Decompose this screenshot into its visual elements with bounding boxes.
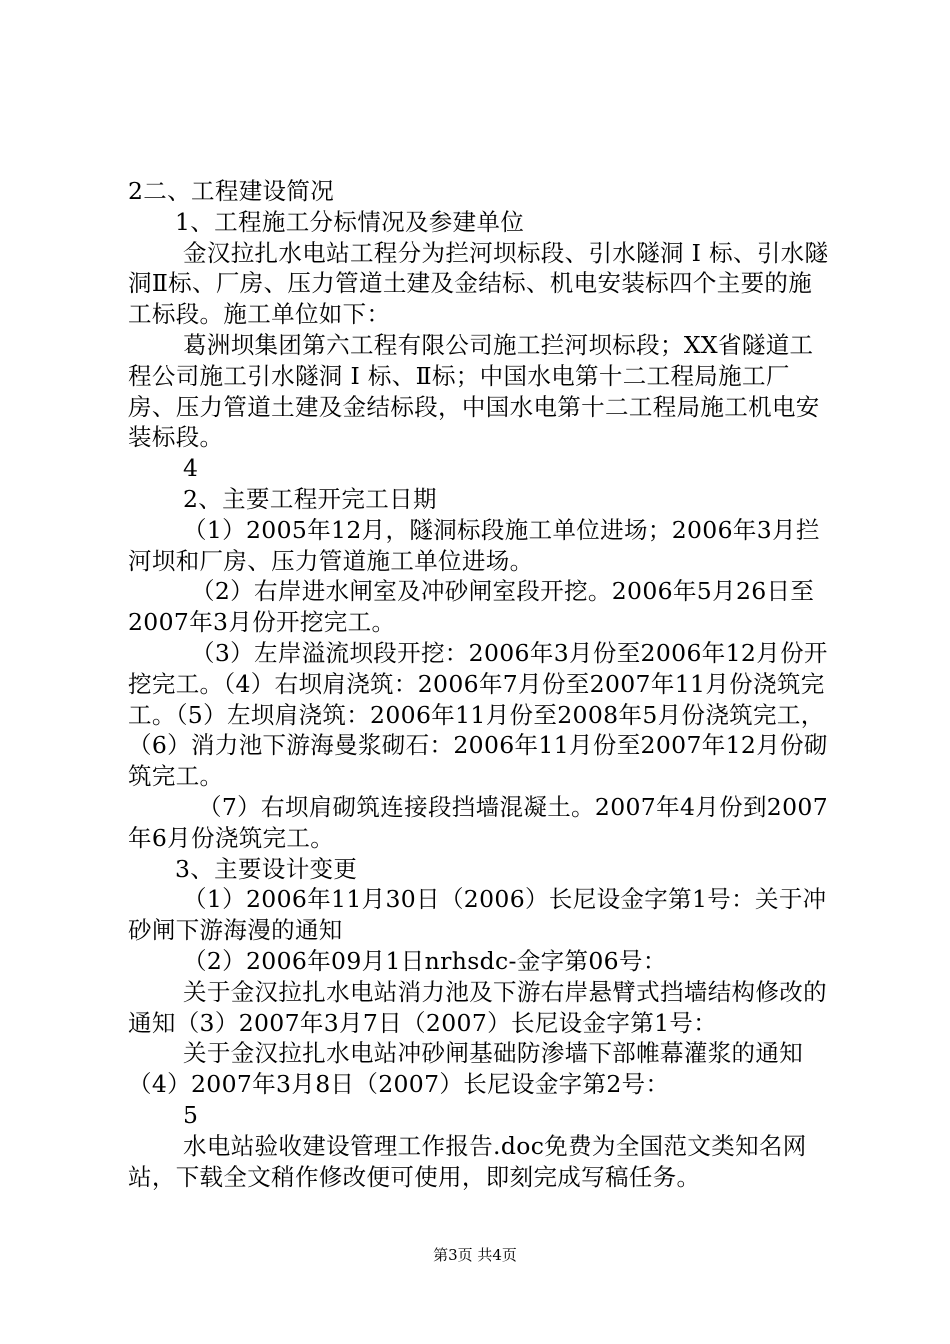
paragraph: （1）2005年12月，隧洞标段施工单位进场；2006年3月拦河坝和厂房、压力管道施工单位进场。 (128, 515, 820, 575)
subsection-heading: 3、主要设计变更 (175, 854, 358, 883)
paragraph: 关于金汉拉扎水电站冲砂闸基础防渗墙下部帷幕灌浆的通知（4）2007年3月8日（2007）长尼设金字第2号： (128, 1039, 804, 1099)
subsection-heading: 2、主要工程开完工日期 (183, 484, 437, 513)
section-heading: 2二、工程建设简况 (128, 177, 335, 205)
paragraph: （2）2006年09月1日nrhsdc-金字第06号： (183, 946, 667, 975)
paragraph: （1）2006年11月30日（2006）长尼设金字第1号：关于冲砂闸下游海漫的通知 (128, 885, 827, 945)
subsection-heading: 1、工程施工分标情况及参建单位 (175, 207, 525, 236)
paragraph: （3）左岸溢流坝段开挖：2006年3月份至2006年12月份开挖完工。（4）右坝肩浇筑：2006年7月份至2007年11月份浇筑完工。（5）左坝肩浇筑：2006年11月份至2008年5月份浇筑完工，（6）消力池下游海曼浆砌石：2006年11月份至2007年12月份砌筑完工。 (128, 638, 828, 791)
paragraph: 金汉拉扎水电站工程分为拦河坝标段、引水隧洞 I 标、引水隧洞Ⅱ标、厂房、压力管道土建及金结标、机电安装标四个主要的施工标段。施工单位如下： (128, 238, 829, 329)
document-body (128, 176, 830, 1192)
paragraph: （2）右岸进水闸室及冲砂闸室段开挖。2006年5月26日至2007年3月份开挖完工。 (128, 577, 815, 637)
paragraph: （7）右坝肩砌筑连接段挡墙混凝土。2007年4月份到2007年6月份浇筑完工。 (128, 792, 829, 852)
page-marker: 4 (183, 454, 199, 483)
page-marker: 5 (183, 1100, 199, 1129)
paragraph: 葛洲坝集团第六工程有限公司施工拦河坝标段；XX省隧道工程公司施工引水隧洞 I 标、Ⅱ标；中国水电第十二工程局施工厂房、压力管道土建及金结标段，中国水电第十二工程局施工机电安装标段。 (128, 330, 820, 452)
paragraph: 水电站验收建设管理工作报告.doc免费为全国范文类知名网站，下载全文稍作修改便可使用，即刻完成写稿任务。 (128, 1131, 807, 1191)
paragraph: 关于金汉拉扎水电站消力池及下游右岸悬臂式挡墙结构修改的通知（3）2007年3月7日（2007）长尼设金字第1号： (128, 977, 827, 1037)
page-footer: 第3页 共4页 (433, 1246, 517, 1264)
